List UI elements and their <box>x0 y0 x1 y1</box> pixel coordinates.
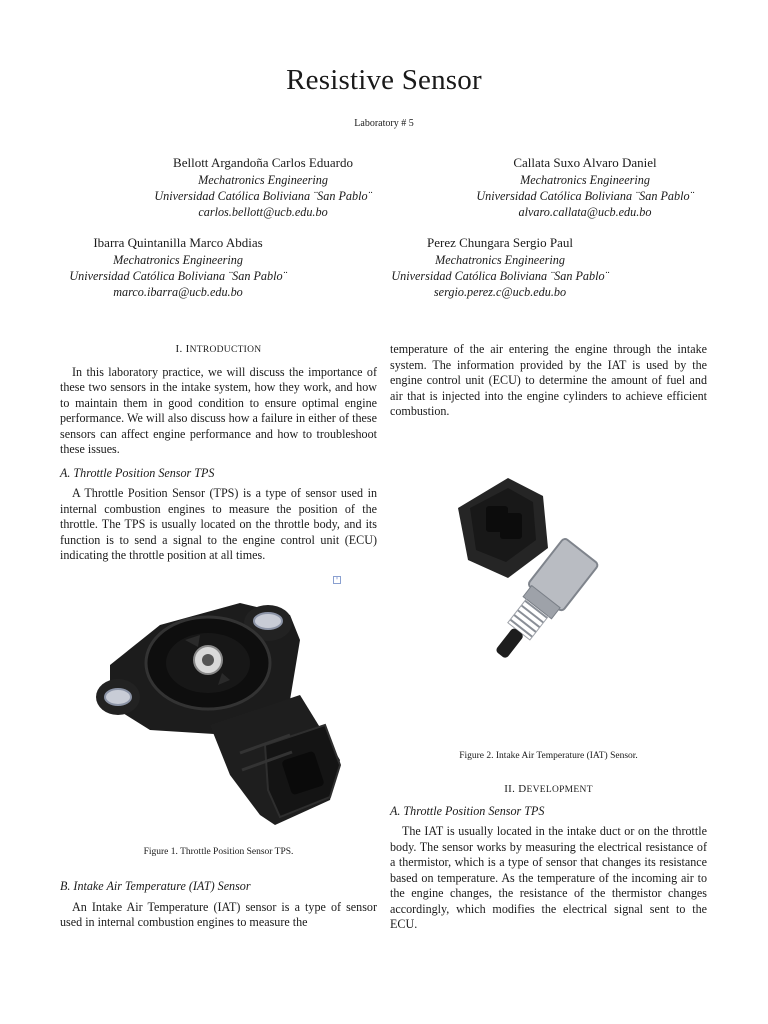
author-dept: Mechatronics Engineering <box>435 253 565 267</box>
right-column-top <box>390 342 707 420</box>
author-univ: Universidad Católica Boliviana ¨San Pablo¨ <box>69 269 287 283</box>
development-paragraph: The IAT is usually located in the intake duct or on the throttle body. The sensor works by measuring the electrical resistance of a thermistor, which is a type of sensor that changes its resistance based on temperature. As the temperature of the incoming air to the engine changes, the resistance of the thermistor changes accordingly, which modifies the electrical signal sent to the ECU. <box>390 824 707 931</box>
tps-paragraph: A Throttle Position Sensor (TPS) is a type of sensor used in internal combustion engines to measure the position of the throttle. The TPS is usually located on the throttle body, and its function is to send a signal to the engine control unit (ECU) indicating the throttle position at all times. <box>60 486 377 562</box>
iat-paragraph: An Intake Air Temperature (IAT) sensor is a type of sensor used in internal combustion engines to measure the <box>60 899 377 929</box>
left-column-bottom <box>60 879 377 931</box>
author-block-4 <box>350 235 650 300</box>
left-column-top <box>60 342 377 564</box>
author-dept: Mechatronics Engineering <box>198 173 328 187</box>
author-email: alvaro.callata@ucb.edu.bo <box>518 205 652 219</box>
author-name: Perez Chungara Sergio Paul <box>427 235 573 250</box>
paper-subtitle: Laboratory # 5 <box>354 118 414 129</box>
paper-title: Resistive Sensor <box>286 64 482 96</box>
author-email: marco.ibarra@ucb.edu.bo <box>113 285 243 299</box>
figure-2-iat-sensor <box>448 468 658 678</box>
author-name: Bellott Argandoña Carlos Eduardo <box>173 155 353 170</box>
intro-paragraph: In this laboratory practice, we will discuss the importance of these two sensors in the intake system, how they work, and how to maintain them in good condition to ensure optimal engine performance. We will also discuss how a failure in either of these sensors can affect engine performance and how to troubleshoot these issues. <box>60 364 377 456</box>
author-block-3 <box>28 235 328 300</box>
author-email: carlos.bellott@ucb.edu.bo <box>198 205 328 219</box>
iat-continued-paragraph: temperature of the air entering the engine through the intake system. The information provided by the IAT is used by the engine control unit (ECU) to determine the amount of fuel and air that is injected into the engine cylinders to achieve efficient combustion. <box>390 342 707 418</box>
author-univ: Universidad Católica Boliviana ¨San Pablo¨ <box>391 269 609 283</box>
section-heading-introduction: I. INTRODUCTION <box>175 343 262 355</box>
subsection-heading-tps: A. Throttle Position Sensor TPS <box>60 465 215 480</box>
author-univ: Universidad Católica Boliviana ¨San Pablo¨ <box>476 189 694 203</box>
author-email: sergio.perez.c@ucb.edu.bo <box>433 285 567 299</box>
figure-2-caption: Figure 2. Intake Air Temperature (IAT) Sensor. <box>459 751 638 761</box>
author-dept: Mechatronics Engineering <box>113 253 243 267</box>
author-name: Callata Suxo Alvaro Daniel <box>513 155 657 170</box>
subsection-heading-development-tps: A. Throttle Position Sensor TPS <box>390 803 545 818</box>
figure-1-tps-sensor <box>90 585 350 830</box>
author-name: Ibarra Quintanilla Marco Abdias <box>93 235 263 250</box>
figure-1-caption: Figure 1. Throttle Position Sensor TPS. <box>143 847 294 857</box>
author-block-2 <box>435 155 735 220</box>
right-column-bottom <box>390 782 707 933</box>
author-dept: Mechatronics Engineering <box>520 173 650 187</box>
section-heading-development: II. DEVELOPMENT <box>504 783 593 795</box>
subsection-heading-iat: B. Intake Air Temperature (IAT) Sensor <box>60 879 251 893</box>
author-univ: Universidad Católica Boliviana ¨San Pablo¨ <box>154 189 372 203</box>
image-placeholder-icon: × <box>333 576 341 584</box>
author-block-1 <box>113 155 413 220</box>
